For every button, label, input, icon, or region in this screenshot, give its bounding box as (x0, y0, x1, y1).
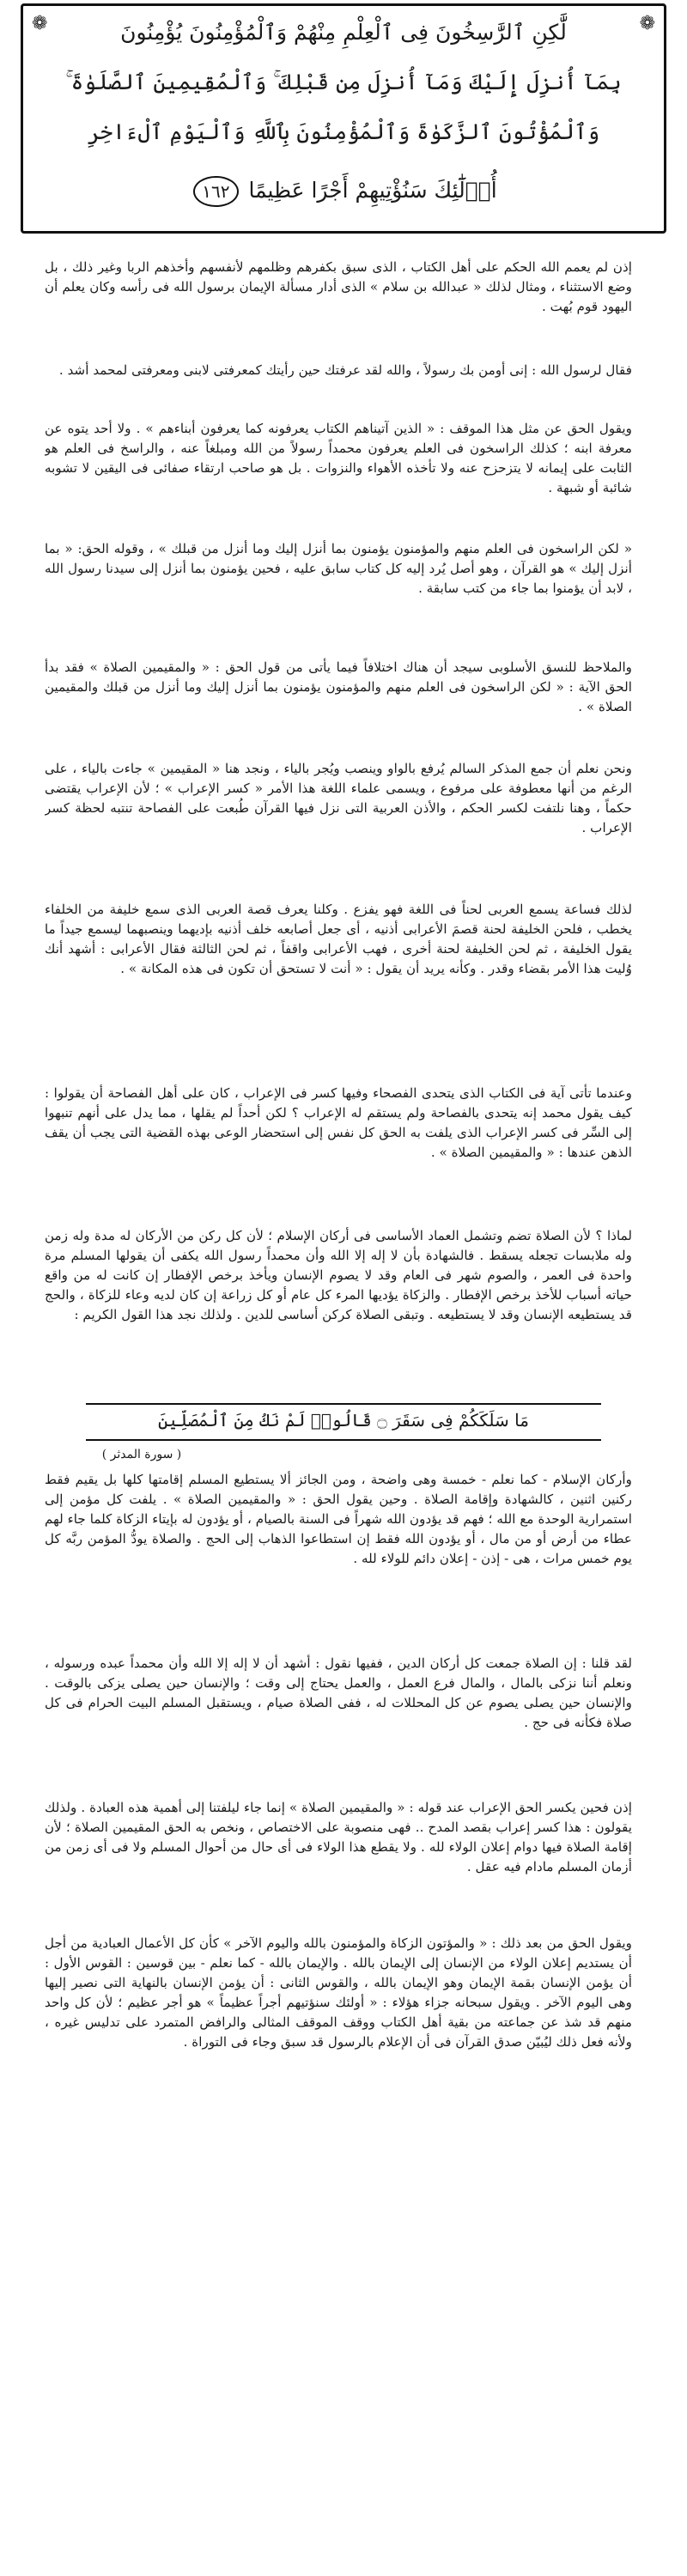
verse-line: بِمَآ أُنزِلَ إِلَيْكَ وَمَآ أُنزِلَ مِن قَبْلِكَ ۚ وَٱلْمُقِيمِينَ ٱلصَّلَوٰةَ ۚ (65, 70, 622, 94)
paragraph: « لكن الراسخون فى العلم منهم والمؤمنون يؤمنون بما أنزل إليك وما أنزل من قبلك » ، وقوله الحق: « بما أنزل إليك » هو القرآن ، وهو أصل يُرد إليه كل كتاب سابق عليه ، فحين يؤمنون بما أنزل إلى سيدنا رسول الله ، لابد أن يؤمنوا بما جاء من كتب سابقة . (45, 541, 632, 596)
verse-line-text: أُو۟لَٰٓئِكَ سَنُؤْتِيهِمْ أَجْرًا عَظِيمًا (248, 178, 497, 203)
paragraph: إذن فحين يكسر الحق الإعراب عند قوله : « والمقيمين الصلاة » إنما جاء ليلفتنا إلى أهمية هذه العبادة . ولذلك يقولون : هذا كسر إعراب بقصد المدح .. فهى منصوبة على الاختصاص ، ونخص به الحق المقيمين الصلاة ؛ لأن إقامة الصلاة فيها دوام إعلان الولاء لله . ولا يقطع هذا الولاء فى أى حال من أحوال المسلم ولا فى أى زمن من أزمان المسلم مادام فيه عقل . (45, 1800, 632, 1874)
ornament-icon: ❁ (639, 13, 655, 34)
paragraph: لقد قلنا : إن الصلاة جمعت كل أركان الدين ، ففيها نقول : أشهد أن لا إله إلا الله وأن محمداً عبده ورسوله ، ونعلم أننا نزكى بالمال ، والمال فرع العمل ، والعمل يحتاج إلى وقت ؛ والإنسان حين يصلى يزكى بالوقت . والإنسان حين يصلى يصوم عن كل المحللات له ، ففى الصلاة صيام ، ويستقبل المسلم البيت الحرام فى كل صلاة فكأنه فى حج . (45, 1656, 632, 1730)
verse-line-last (32, 169, 655, 212)
paragraph: إذن لم يعمم الله الحكم على أهل الكتاب ، الذى سبق بكفرهم وظلمهم لأنفسهم وأخذهم الربا وغير ذلك ، بل وضع الاستثناء ، ومثال لذلك « عبدالله بن سلام » الذى أدار مسألة الإيمان برسول الله فى رأسه وكان يعلم أن اليهود قوم بُهت . (45, 259, 632, 314)
paragraph: فقال لرسول الله : إنى أومن بك رسولاً ، والله لقد عرفتك حين رأيتك كمعرفتى لابنى ومعرفتى لمحمد أشد . (58, 362, 632, 378)
paragraph: ويقول الحق عن مثل هذا الموقف : « الذين آتيناهم الكتاب يعرفونه كما يعرفون أبناءهم » . ولا أحد يتوه عن معرفة ابنه ؛ كذلك الراسخون فى العلم يعرفون محمداً رسولاً من الله ومبلغاً عنه ، والراسخ فى العلم هو الثابت على إيمانه لا يتزحزح عنه ولا تأخذه الأهواء والنزوات . بل هو صاحب ارتقاء صفائى فى اليقين لا تشوبه شائبة أو شبهة . (45, 421, 632, 495)
paragraph: وعندما تأتى آية فى الكتاب الذى يتحدى الفصحاء وفيها كسر فى الإعراب ، كان على أهل الفصاحة أن يقولوا : كيف يقول محمد إنه يتحدى بالفصاحة ولم يستقم له الإعراب ؟ لكن أحداً لم يقلها ، مما يدل على أنهم تنبهوا إلى السِّر فى كسر الإعراب الذى يلفت به الحق كل نفس إلى استحضار الوعى بهذه القضية التى يجب أن يقف الذهن عندها : « والمقيمين الصلاة » . (45, 1085, 632, 1160)
surah-label: ( سورة المدثر ) (101, 1448, 182, 1461)
ornament-icon: ❁ (32, 13, 48, 34)
verse-number: ١٦٢ (193, 176, 238, 207)
verse-line: وَٱلْمُؤْتُونَ ٱلزَّكَوٰةَ وَٱلْمُؤْمِنُونَ بِٱللَّهِ وَٱلْيَوْمِ ٱلْءَاخِرِ (87, 119, 600, 144)
paragraph: لماذا ؟ لأن الصلاة تضم وتشمل العماد الأساسى فى أركان الإسلام ؛ لأن كل ركن من الأركان له مدة وله زمن وله ملابسات تجعله يسقط . فالشهادة بأن لا إله إلا الله وأن محمداً رسول الله يكفى أن يقولها المسلم مرة واحدة فى العمر ، والصوم شهر فى العام وقد لا يصوم الإنسان ويأخذ برخص الإفطار إن كانت له من واقع حياته أسباب للأخذ برخص الإفطار . والزكاة يؤديها المرء كل عام أو كل زراعة إن كان لديه وعاء للزكاة ، والحج قد يستطيعه الإنسان وقد لا يستطيعه . وتبقى الصلاة كركن أساسى للدين . ولذلك نجد هذا القول الكريم : (45, 1228, 632, 1322)
paragraph: والملاحظ للنسق الأسلوبى سيجد أن هناك اختلافاً فيما يأتى من قول الحق : « والمقيمين الصلاة » فقد بدأ الحق الآية : « لكن الراسخون فى العلم منهم والمؤمنون يؤمنون بما أنزل إليك وما أنزل من قبلك والمقيمين الصلاة » . (45, 659, 632, 714)
inline-verse: مَا سَلَكَكُمْ فِى سَقَرَ ۝ قَالُوا۟ لَمْ نَكُ مِنَ ٱلْمُصَلِّينَ (86, 1403, 601, 1441)
verse-line: لَّٰكِنِ ٱلرَّٰسِخُونَ فِى ٱلْعِلْمِ مِنْهُمْ وَٱلْمُؤْمِنُونَ يُؤْمِنُونَ (120, 20, 567, 45)
paragraph: ويقول الحق من بعد ذلك : « والمؤتون الزكاة والمؤمنون بالله واليوم الآخر » كأن كل الأعمال العبادية من أجل أن يستديم إعلان الولاء من الإنسان إلى الإيمان بالله . والإيمان بالله - كما نعلم - بين قوسين : القوس الأول : أن يؤمن الإنسان بقمة الإيمان وهو الإيمان بالله ، والقوس الثانى : أن يؤمن الإنسان بالنهاية التى نصير إليها وهى اليوم الآخر . ويقول سبحانه جزاء هؤلاء : « أولئك سنؤتيهم أجراً عظيماً » هو أجر عظيم ؛ لأن كل واحد منهم قد شذ عن جماعته من بقية أهل الكتاب ووقف الموقف المثالى والرافض المتمرد على تدليس غيره ، ولأنه فعل ذلك ليُبيّن صدق القرآن فى أن الإعلام بالرسول قد سبق وجاء فى التوراة . (45, 1935, 632, 2050)
paragraph: لذلك فساعة يسمع العربى لحناً فى اللغة فهو يفزع . وكلنا يعرف قصة العربى الذى سمع خليفة من الخلفاء يخطب ، فلحن الخليفة لحنة قصمَ الأعرابى أذنيه ، أى جعل أصابعه خلف أذنيه بإديهما وينصبهما ليسمع جيداً ما يقول الخليفة ، ثم لحن الخليفة لحنة أخرى ، فهب الأعرابى واقفاً ، ثم لحن الثالثة فقال الأعرابى : أشهد أنك وُليت هذا الأمر بقضاء وقدر . وكأنه يريد أن يقول : « أنت لا تستحق أن تكون فى هذه المكانة » . (45, 902, 632, 976)
paragraph: وأركان الإسلام - كما نعلم - خمسة وهى واضحة ، ومن الجائز ألا يستطيع المسلم إقامتها كلها بل يقيم فقط ركنين اثنين ، كالشهادة وإقامة الصلاة . وحين يقول الحق : « والمقيمين الصلاة » . يلفت كل مؤمن إلى استمرارية الوحدة مع الله ؛ فهم قد يؤدون الله شهراً فى السنة بالصيام ، أو يؤدون له بإيتاء الزكاة كلما جاء لهم عطاء من أرض أو من مال ، أو يؤدون الله فقط إن استطاعوا الذهاب إلى الحج . والصلاة يودُّ المؤمن ربَّه كل يوم خمس مرات ، هى - إذن - إعلان دائم للولاء لله . (45, 1472, 632, 1566)
paragraph: ونحن نعلم أن جمع المذكر السالم يُرفع بالواو وينصب ويُجر بالياء ، ونجد هنا « المقيمين » جاءت بالياء ، على الرغم من أنها معطوفة على مرفوع ، ويسمى علماء اللغة هذا الأمر « كسر الإعراب » ؛ لأن الإعراب يقتضى حكماً ، وهنا نلتفت لكسر الحكم ، والأذن العربية التى نزل فيها القرآن طُبعت على الفصاحة تنتبه لحظة كسر الإعراب . (45, 761, 632, 835)
verse-banner (21, 3, 666, 234)
